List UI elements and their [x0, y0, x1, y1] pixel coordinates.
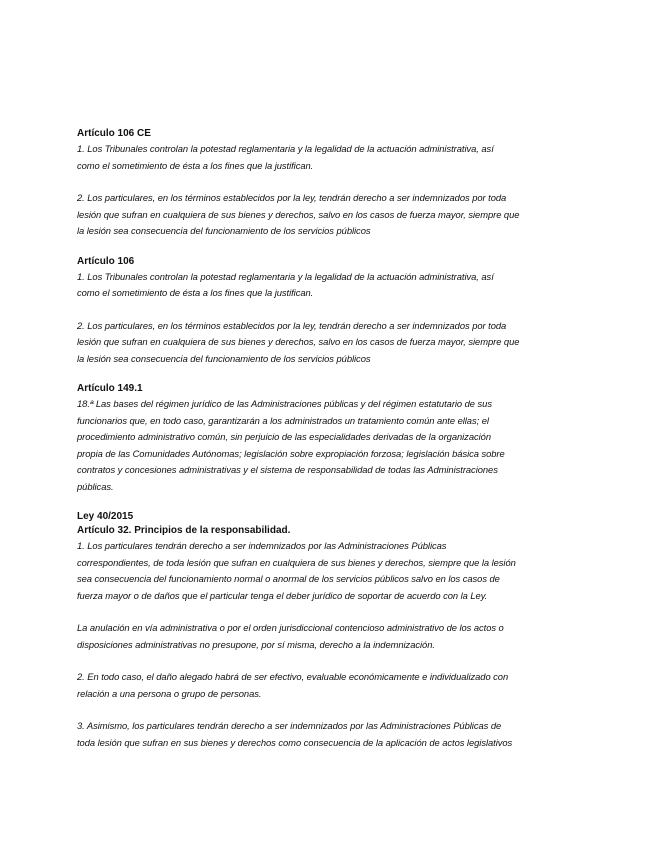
text-line: como el sometimiento de ésta a los fines que la justifican.: [77, 287, 314, 298]
paragraph: [77, 620, 577, 653]
text-line: la lesión sea consecuencia del funcionamiento de los servicios públicos: [77, 352, 371, 364]
section-heading: Artículo 106 CE: [77, 128, 151, 139]
section-articulo-106-ce: [77, 127, 577, 240]
text-line: correspondientes, de toda lesión que sufran en cualquiera de sus bienes y derechos, siempre que la lesión: [77, 556, 516, 568]
text-line: 2. Los particulares, en los términos establecidos por la ley, tendrán derecho a ser indemnizados por toda: [77, 319, 507, 331]
text-line: 1. Los particulares tendrán derecho a ser indemnizados por las Administraciones Públicas: [77, 540, 447, 551]
paragraph: [77, 718, 577, 751]
text-line: propia de las Comunidades Autónomas; legislación sobre expropiación forzosa; legislación básica sobre: [77, 447, 505, 459]
text-line: la lesión sea consecuencia del funcionamiento de los servicios públicos: [77, 225, 371, 236]
section-ley-40-2015: [77, 510, 577, 751]
text-line: disposiciones administrativas no presupone, por sí misma, derecho a la indemnización.: [77, 638, 435, 650]
section-heading: Artículo 106: [77, 255, 135, 267]
paragraph: [77, 269, 577, 302]
text-line: funcionarios que, en todo caso, garantizarán a los administrados un tratamiento común ante ellas; el: [77, 414, 489, 426]
paragraph: [77, 396, 577, 495]
text-line: públicas.: [77, 480, 114, 492]
section-heading: Artículo 32. Principios de la responsabilidad.: [77, 525, 291, 536]
text-line: relación a una persona o grupo de personas.: [77, 687, 262, 699]
text-line: 18.ª Las bases del régimen jurídico de las Administraciones públicas y del régimen estatutario de sus: [77, 398, 492, 409]
text-line: procedimiento administrativo común, sin perjuicio de las especialidades derivadas de la organización: [77, 431, 491, 442]
text-line: 2. Los particulares, en los términos establecidos por la ley, tendrán derecho a ser indemnizados por toda: [77, 192, 507, 203]
text-line: 3. Asimismo, los particulares tendrán derecho a ser indemnizados por las Administraciones Públicas de: [77, 720, 502, 731]
text-line: toda lesión que sufran en sus bienes y derechos como consecuencia de la aplicación de actos legislativos: [77, 736, 513, 748]
section-articulo-149-1: [77, 382, 577, 495]
text-line: 2. En todo caso, el daño alegado habrá de ser efectivo, evaluable económicamente e individualizado con: [77, 671, 509, 682]
document-page: [77, 127, 577, 751]
section-articulo-106: [77, 255, 577, 368]
section-heading: Artículo 149.1: [77, 383, 143, 394]
text-line: 1. Los Tribunales controlan la potestad reglamentaria y la legalidad de la actuación administrativa, así: [77, 143, 494, 154]
text-line: lesión que sufran en cualquiera de sus bienes y derechos, salvo en los casos de fuerza mayor, siempre que: [77, 208, 520, 220]
text-line: 1. Los Tribunales controlan la potestad reglamentaria y la legalidad de la actuación administrativa, así: [77, 270, 494, 282]
paragraph: [77, 538, 577, 604]
law-heading: Ley 40/2015: [77, 511, 134, 522]
text-line: La anulación en vía administrativa o por el orden jurisdiccional contencioso administrativo de los actos o: [77, 622, 504, 633]
text-line: contratos y concesiones administrativas y el sistema de responsabilidad de todas las Administraciones: [77, 464, 498, 475]
text-line: lesión que sufran en cualquiera de sus bienes y derechos, salvo en los casos de fuerza mayor, siempre que: [77, 336, 520, 347]
paragraph: [77, 190, 577, 240]
paragraph: [77, 141, 577, 174]
paragraph: [77, 669, 577, 702]
text-line: como el sometimiento de ésta a los fines que la justifican.: [77, 159, 314, 171]
text-line: sea consecuencia del funcionamiento normal o anormal de los servicios públicos salvo en los casos de: [77, 573, 500, 584]
text-line: fuerza mayor o de daños que el particular tenga el deber jurídico de soportar de acuerdo con la Ley.: [77, 589, 488, 601]
paragraph: [77, 318, 577, 368]
